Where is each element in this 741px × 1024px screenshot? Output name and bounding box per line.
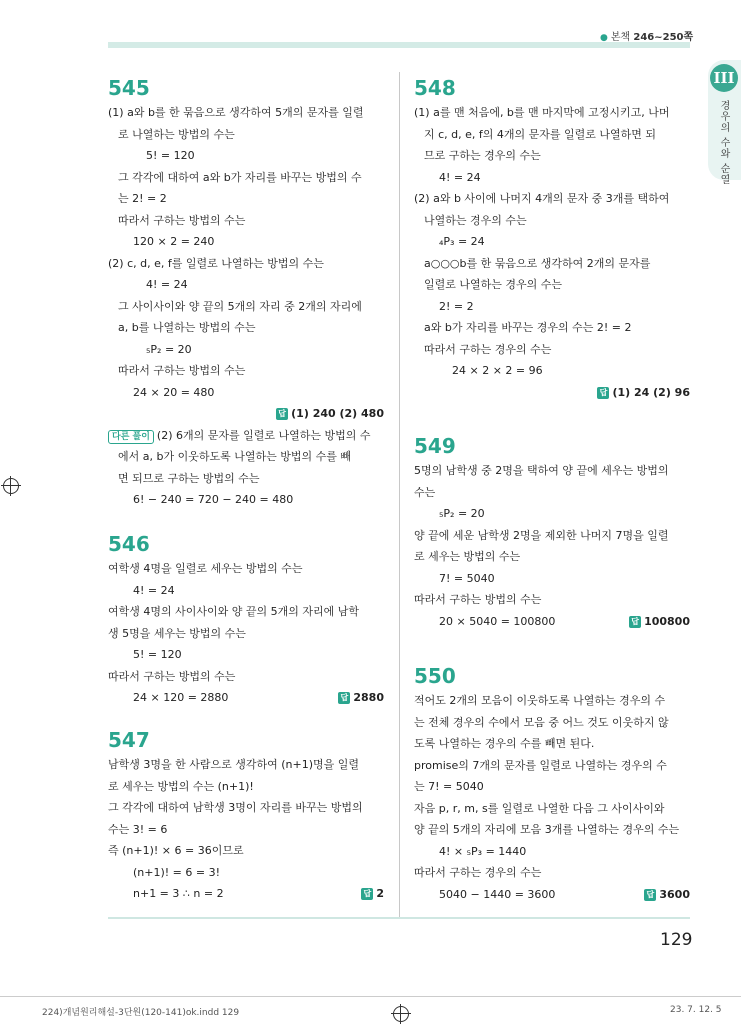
solution-line: 여학생 4명을 일렬로 세우는 방법의 수는 xyxy=(108,562,303,575)
solution-line: 7! = 5040 xyxy=(439,571,495,585)
solution-line: 므로 구하는 경우의 수는 xyxy=(424,149,541,162)
solution-line: (2) c, d, e, f를 일렬로 나열하는 방법의 수는 xyxy=(108,256,324,270)
solution-line: 지 c, d, e, f의 4개의 문자를 일렬로 나열하면 되 xyxy=(424,127,657,141)
alternative-solution: 다른 풀이 (2) 6개의 문자를 일렬로 나열하는 방법의 수 xyxy=(108,425,384,447)
problem-548 xyxy=(414,76,690,403)
answer: 답 (1) 24 (2) 96 xyxy=(414,382,690,404)
solution-line: 그 각각에 대하여 남학생 3명이 자리를 바꾸는 방법의 xyxy=(108,801,363,814)
solution-line: 남학생 3명을 한 사람으로 생각하여 (n+1)명을 일렬 xyxy=(108,758,360,771)
solution-line: 따라서 구하는 경우의 수는 xyxy=(414,866,542,879)
solution-line: 는 2! = 2 xyxy=(118,192,167,205)
solution-line: (1) a와 b를 한 묶음으로 생각하여 5개의 문자를 일렬 xyxy=(108,106,364,119)
problem-number: 547 xyxy=(108,728,150,752)
solution-line: 면 되므로 구하는 방법의 수는 xyxy=(118,471,260,485)
answer-mark-icon: 답 xyxy=(629,616,641,628)
bottom-rule xyxy=(108,917,690,919)
solution-line: (n+1)! = 6 = 3! xyxy=(133,865,221,879)
solution-line: 4! × ₅P₃ = 1440 xyxy=(439,844,527,858)
solution-line: a, b를 나열하는 방법의 수는 xyxy=(118,321,256,334)
solution-line: 5! = 120 xyxy=(146,149,195,162)
solution-line: (2) a와 b 사이에 나머지 4개의 문자 중 3개를 택하여 xyxy=(414,192,670,205)
footer-rule xyxy=(0,996,741,997)
solution-line: 로 나열하는 방법의 수는 xyxy=(118,127,235,141)
solution-line: 는 7! = 5040 xyxy=(414,780,484,793)
column-divider xyxy=(399,72,400,917)
problem-number: 545 xyxy=(108,76,150,100)
answer: 답 100800 xyxy=(629,611,690,633)
answer-mark-icon: 답 xyxy=(338,692,350,704)
solution-line: 6! − 240 = 720 − 240 = 480 xyxy=(133,493,294,506)
answer-mark-icon: 답 xyxy=(644,889,656,901)
registration-mark-icon xyxy=(393,1006,409,1022)
solution-line: 따라서 구하는 방법의 수는 xyxy=(118,364,246,377)
solution-line: n+1 = 3 ∴ n = 2 답 2 xyxy=(108,883,384,905)
problem-550 xyxy=(414,664,690,905)
chapter-number: III xyxy=(710,64,738,92)
solution-line: 여학생 4명의 사이사이와 양 끝의 5개의 자리에 남학 xyxy=(108,605,359,618)
solution-line: 는 전체 경우의 수에서 모음 중 어느 것도 이웃하지 않 xyxy=(414,715,669,729)
answer: 답 2880 xyxy=(338,687,384,709)
page-number: 129 xyxy=(660,930,693,950)
problem-545 xyxy=(108,76,384,511)
solution-line: 따라서 구하는 방법의 수는 xyxy=(108,669,236,683)
solution-line: 로 세우는 방법의 수는 xyxy=(414,550,521,563)
solution-line: a○○○b를 한 묶음으로 생각하여 2개의 문자를 xyxy=(424,256,651,270)
solution-line: 24 × 120 = 2880 답 2880 xyxy=(108,687,384,709)
answer-mark-icon: 답 xyxy=(276,408,288,420)
solution-line: 그 사이사이와 양 끝의 5개의 자리 중 2개의 자리에 xyxy=(118,299,362,313)
footer-date: 23. 7. 12. 5 xyxy=(670,1005,722,1015)
solution-line: ₅P₂ = 20 xyxy=(439,507,485,520)
alt-solution-badge: 다른 풀이 xyxy=(108,430,154,444)
solution-line: 나열하는 경우의 수는 xyxy=(424,213,527,227)
solution-line: 따라서 구하는 방법의 수는 xyxy=(414,593,542,606)
solution-line: 도록 나열하는 경우의 수를 빼면 된다. xyxy=(414,737,595,750)
footer-file-info: 224)개념원리해설-3단원(120-141)ok.indd 129 xyxy=(42,1008,240,1018)
solution-line: 양 끝에 세운 남학생 2명을 제외한 나머지 7명을 일렬 xyxy=(414,528,669,542)
solution-line: 24 × 20 = 480 xyxy=(133,385,215,399)
solution-line: ₄P₃ = 24 xyxy=(439,235,485,248)
solution-line: ₅P₂ = 20 xyxy=(146,342,192,356)
problem-number: 549 xyxy=(414,434,456,458)
bullet-icon: ● xyxy=(600,33,608,43)
solution-line: 수는 3! = 6 xyxy=(108,822,168,836)
solution-line: 24 × 2 × 2 = 96 xyxy=(452,364,543,377)
solution-line: 수는 xyxy=(414,485,436,499)
problem-549 xyxy=(414,434,690,632)
solution-line: 양 끝의 5개의 자리에 모음 3개를 나열하는 경우의 수는 xyxy=(414,823,680,836)
solution-line: 5! = 120 xyxy=(133,648,182,661)
answer: 답 2 xyxy=(361,883,384,905)
solution-line: 에서 a, b가 이웃하도록 나열하는 방법의 수를 빼 xyxy=(118,450,351,463)
answer: 답 (1) 240 (2) 480 xyxy=(108,403,384,425)
answer-mark-icon: 답 xyxy=(361,888,373,900)
solution-line: 5명의 남학생 중 2명을 택하여 양 끝에 세우는 방법의 xyxy=(414,464,669,477)
solution-line: 생 5명을 세우는 방법의 수는 xyxy=(108,626,246,640)
solution-line: 그 각각에 대하여 a와 b가 자리를 바꾸는 방법의 수 xyxy=(118,170,362,184)
solution-line: promise의 7개의 문자를 일렬로 나열하는 경우의 수 xyxy=(414,758,667,772)
solution-line: 로 세우는 방법의 수는 (n+1)! xyxy=(108,779,254,793)
problem-number: 550 xyxy=(414,664,456,688)
answer: 답 3600 xyxy=(644,884,690,906)
problem-547 xyxy=(108,728,384,905)
solution-line: 따라서 구하는 경우의 수는 xyxy=(424,342,552,356)
solution-line: 20 × 5040 = 100800 답 100800 xyxy=(414,611,690,633)
solution-line: 4! = 24 xyxy=(133,583,175,597)
solution-line: (1) a를 맨 처음에, b를 맨 마지막에 고정시키고, 나머 xyxy=(414,106,670,119)
answer-mark-icon: 답 xyxy=(597,387,609,399)
solution-line: 4! = 24 xyxy=(146,278,188,291)
problem-number: 546 xyxy=(108,532,150,556)
solution-line: 자음 p, r, m, s를 일렬로 나열한 다음 그 사이사이와 xyxy=(414,801,665,815)
solution-line: 즉 (n+1)! × 6 = 36이므로 xyxy=(108,844,244,857)
problem-number: 548 xyxy=(414,76,456,100)
problem-546 xyxy=(108,532,384,709)
solution-line: 5040 − 1440 = 3600 답 3600 xyxy=(414,884,690,906)
solution-line: a와 b가 자리를 바꾸는 경우의 수는 2! = 2 xyxy=(424,321,632,334)
solution-line: 일렬로 나열하는 경우의 수는 xyxy=(424,278,563,291)
solution-line: 2! = 2 xyxy=(439,299,474,313)
registration-mark-icon xyxy=(3,478,19,494)
solution-line: 120 × 2 = 240 xyxy=(133,235,215,248)
solution-line: 따라서 구하는 방법의 수는 xyxy=(118,213,246,227)
solution-line: 적어도 2개의 모음이 이웃하도록 나열하는 경우의 수 xyxy=(414,694,666,707)
solution-line: 4! = 24 xyxy=(439,170,481,184)
chapter-title: 경우의 수와 순열 xyxy=(718,100,729,186)
page-reference: ● 본책 246~250쪽 xyxy=(600,32,694,43)
